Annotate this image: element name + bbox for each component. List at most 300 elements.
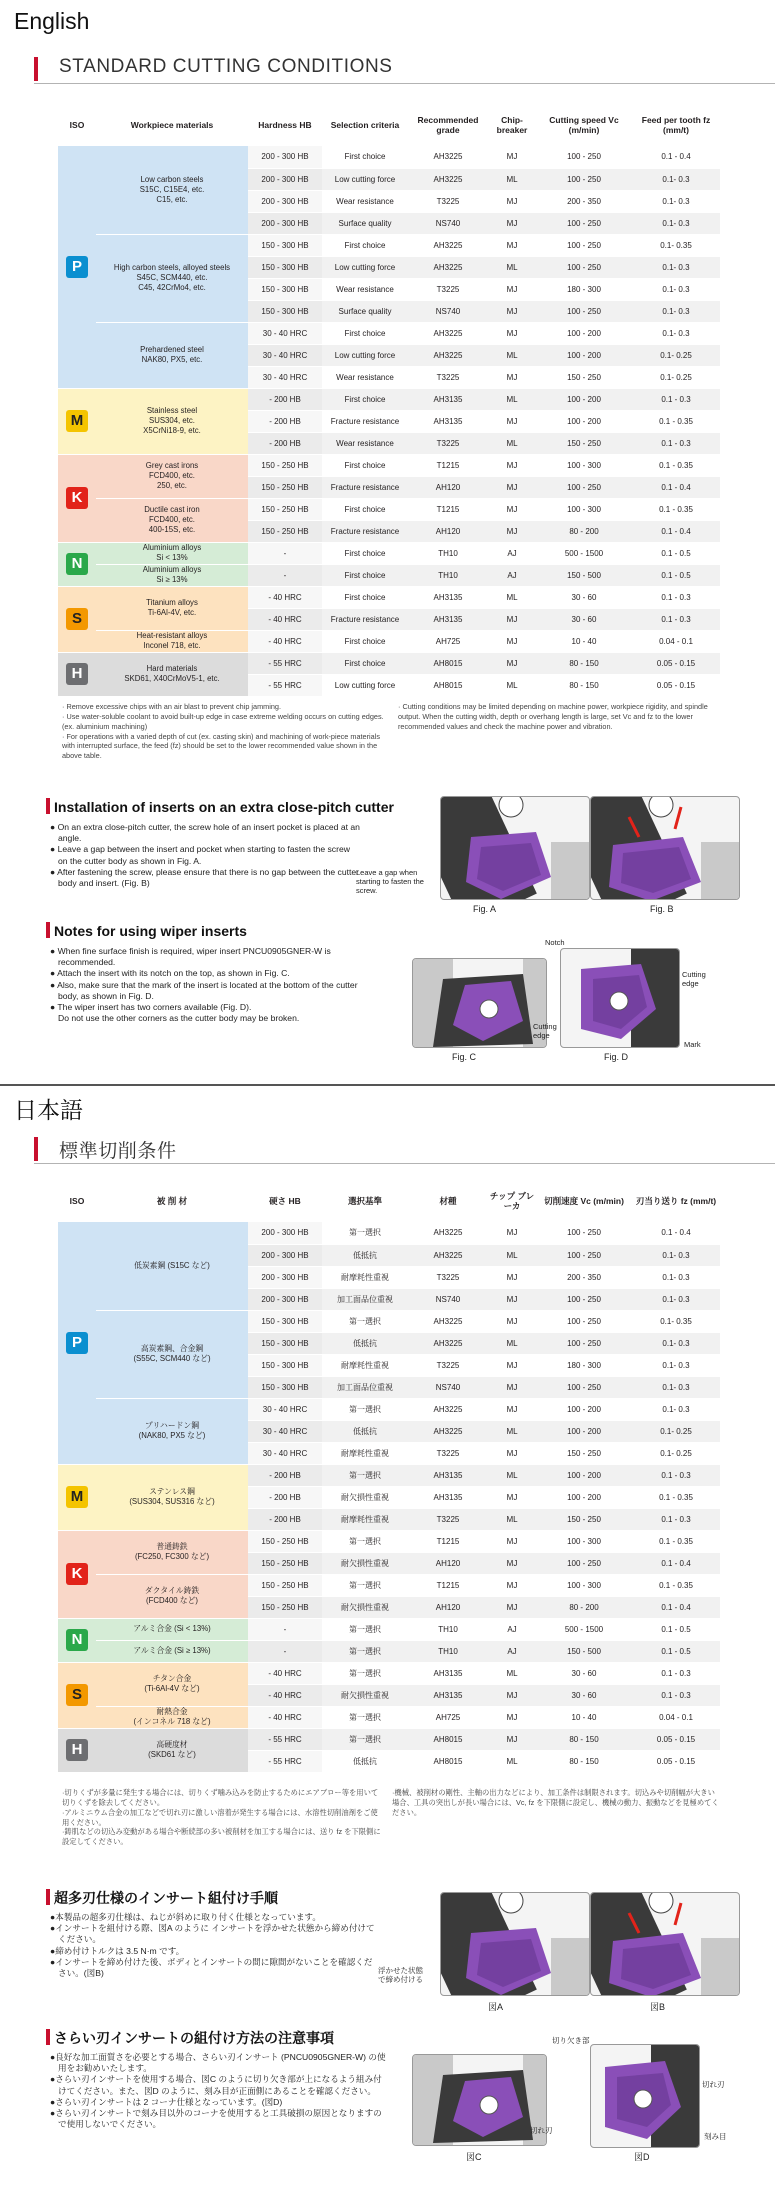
workpiece-material: Prehardened steel NAK80, PX5, etc. (96, 322, 248, 388)
feed-cell: 0.1 - 0.3 (632, 1508, 720, 1530)
column-header: チップ ブレーカ (488, 1182, 536, 1222)
column-header: Cutting speed Vc (m/min) (536, 106, 632, 146)
criteria-cell: Wear resistance (322, 190, 408, 212)
bullet-item: ●インサートを組付ける際、図A のように インサートを浮かせた状態から締め付けてください。 (50, 1923, 375, 1945)
iso-badge: H (58, 1728, 96, 1772)
grade-cell: AH3225 (408, 1310, 488, 1332)
feed-cell: 0.1 - 0.3 (632, 1464, 720, 1486)
cutting-speed-cell: 80 - 200 (536, 1596, 632, 1618)
criteria-cell: Surface quality (322, 212, 408, 234)
hardness-cell: 30 - 40 HRC (248, 1442, 322, 1464)
bullet-item: ●締め付けトルクは 3.5 N·m です。 (50, 1945, 185, 1956)
cutting-speed-cell: 100 - 250 (536, 212, 632, 234)
criteria-cell: 耐欠損性重視 (322, 1552, 408, 1574)
cutting-speed-cell: 150 - 500 (536, 564, 632, 586)
fig-a-caption-ja: 図A (488, 2002, 504, 2012)
cutting-speed-cell: 200 - 350 (536, 1266, 632, 1288)
table-row (58, 146, 720, 168)
fig-b-caption-en: Fig. B (650, 904, 674, 914)
hardness-cell: 200 - 300 HB (248, 146, 322, 168)
table-row (58, 498, 720, 520)
cutting-speed-cell: 100 - 250 (536, 168, 632, 190)
grade-cell: AH3225 (408, 256, 488, 278)
grade-cell: AH3225 (408, 344, 488, 366)
grade-cell: TH10 (408, 1618, 488, 1640)
criteria-cell: Low cutting force (322, 344, 408, 366)
table-row (58, 234, 720, 256)
hardness-cell: 150 - 300 HB (248, 1354, 322, 1376)
cutting-speed-cell: 80 - 150 (536, 1750, 632, 1772)
cutting-speed-cell: 100 - 200 (536, 344, 632, 366)
chipbreaker-cell: ML (488, 1508, 536, 1530)
criteria-cell: 低抵抗 (322, 1750, 408, 1772)
wiper-insert-notch-icon (413, 959, 547, 1048)
table-row (58, 652, 720, 674)
criteria-cell: Wear resistance (322, 278, 408, 300)
grade-cell: AH8015 (408, 674, 488, 696)
bullet-item: ●さらい刃インサートを使用する場合、図C のように切り欠き部が上になるよう組み付けてください。また、図D のように、刻み目が正面側にあることを確認ください。 (50, 2074, 382, 2096)
grade-cell: AH8015 (408, 1728, 488, 1750)
chipbreaker-cell: MJ (488, 300, 536, 322)
hardness-cell: 200 - 300 HB (248, 1288, 322, 1310)
column-header: Chip-breaker (488, 106, 536, 146)
workpiece-material: Stainless steel SUS304, etc. X5CrNi18-9, etc. (96, 388, 248, 454)
criteria-cell: 加工面品位重視 (322, 1376, 408, 1398)
fig-b-caption-ja: 図B (650, 2002, 666, 2012)
cutting-speed-cell: 10 - 40 (536, 1706, 632, 1728)
criteria-cell: 第一選択 (322, 1574, 408, 1596)
grade-cell: T3225 (408, 278, 488, 300)
cutting-speed-cell: 100 - 300 (536, 1574, 632, 1596)
fig-d-caption-ja: 図D (634, 2152, 650, 2162)
column-header: ISO (58, 1182, 96, 1222)
language-label-en: English (14, 8, 90, 34)
chipbreaker-cell: AJ (488, 542, 536, 564)
hardness-cell: - (248, 564, 322, 586)
iso-badge: K (58, 1530, 96, 1618)
iso-badge: N (58, 542, 96, 586)
feed-cell: 0.1 - 0.4 (632, 1552, 720, 1574)
column-header: 材種 (408, 1182, 488, 1222)
table-row (58, 630, 720, 652)
cutting-speed-cell: 100 - 200 (536, 322, 632, 344)
grade-cell: AH725 (408, 630, 488, 652)
criteria-cell: 第一選択 (322, 1530, 408, 1552)
grade-cell: T1215 (408, 454, 488, 476)
criteria-cell: Low cutting force (322, 168, 408, 190)
chipbreaker-cell: MJ (488, 1728, 536, 1750)
insert-fastened-icon (591, 797, 740, 900)
hardness-cell: 150 - 300 HB (248, 1310, 322, 1332)
cutting-speed-cell: 100 - 250 (536, 1244, 632, 1266)
notes-right-en: · Cutting conditions may be limited depending on machine power, workpiece rigidity, and spindle output. When the cutting width, depth or overhang length is large, set Vc and fz to the lower recommended values and check the machine power and vibration. (398, 702, 708, 731)
grade-cell: T3225 (408, 1266, 488, 1288)
title-accent-bar-ja (34, 1137, 38, 1161)
criteria-cell: First choice (322, 454, 408, 476)
hardness-cell: 200 - 300 HB (248, 1222, 322, 1244)
cutting-speed-cell: 100 - 300 (536, 1530, 632, 1552)
feed-cell: 0.05 - 0.15 (632, 1728, 720, 1750)
grade-cell: AH3135 (408, 1684, 488, 1706)
feed-cell: 0.1- 0.3 (632, 1376, 720, 1398)
cutting-speed-cell: 100 - 250 (536, 300, 632, 322)
chipbreaker-cell: MJ (488, 1266, 536, 1288)
feed-cell: 0.1- 0.3 (632, 322, 720, 344)
grade-cell: T1215 (408, 1574, 488, 1596)
bullet-item: ●本製品の超多刃仕様は、ねじが斜めに取り付く仕様となっています。 (50, 1912, 321, 1922)
cutting-speed-cell: 180 - 300 (536, 1354, 632, 1376)
grade-cell: AH3225 (408, 234, 488, 256)
feed-cell: 0.05 - 0.15 (632, 1750, 720, 1772)
chipbreaker-cell: MJ (488, 630, 536, 652)
chipbreaker-cell: MJ (488, 454, 536, 476)
gap-label-en: Leave a gap when starting to fasten the screw. (356, 868, 424, 895)
chipbreaker-cell: MJ (488, 410, 536, 432)
table-row (58, 1398, 720, 1420)
cutting-speed-cell: 80 - 200 (536, 520, 632, 542)
workpiece-material: Ductile cast iron FCD400, etc. 400-15S, etc. (96, 498, 248, 542)
feed-cell: 0.1 - 0.35 (632, 498, 720, 520)
cutting-edge-label-2-ja: 切れ刃 (530, 2126, 553, 2135)
grade-cell: AH120 (408, 1596, 488, 1618)
cutting-speed-cell: 100 - 250 (536, 234, 632, 256)
page-title-ja (34, 1134, 775, 1164)
feed-cell: 0.1 - 0.4 (632, 476, 720, 498)
workpiece-material: Titanium alloys Ti-6Al-4V, etc. (96, 586, 248, 630)
notch-label-en: Notch (545, 938, 565, 947)
cutting-speed-cell: 100 - 200 (536, 1420, 632, 1442)
grade-cell: AH3135 (408, 586, 488, 608)
grade-cell: AH3225 (408, 1332, 488, 1354)
grade-cell: T3225 (408, 366, 488, 388)
grade-cell: AH3135 (408, 1464, 488, 1486)
chipbreaker-cell: MJ (488, 278, 536, 300)
chipbreaker-cell: MJ (488, 652, 536, 674)
hardness-cell: - 40 HRC (248, 1684, 322, 1706)
table-row (58, 1706, 720, 1728)
fig-a-caption-en: Fig. A (473, 904, 497, 914)
chipbreaker-cell: MJ (488, 520, 536, 542)
cutting-speed-cell: 100 - 250 (536, 1376, 632, 1398)
criteria-cell: 第一選択 (322, 1464, 408, 1486)
grade-cell: AH120 (408, 476, 488, 498)
cutting-speed-cell: 30 - 60 (536, 586, 632, 608)
criteria-cell: 耐摩耗性重視 (322, 1508, 408, 1530)
table-row (58, 564, 720, 586)
feed-cell: 0.1 - 0.3 (632, 432, 720, 454)
cutting-edge-label-en: Cutting edge (682, 970, 706, 988)
feed-cell: 0.1- 0.3 (632, 1332, 720, 1354)
wiper-list-en (50, 946, 360, 1024)
cutting-edge-label-ja: 切れ刃 (702, 2080, 725, 2089)
column-header: 被 削 材 (96, 1182, 248, 1222)
grade-cell: T1215 (408, 1530, 488, 1552)
bullet-item: ● Also, make sure that the mark of the insert is located at the bottom of the cutter body, as shown in Fig. D. (50, 979, 358, 1001)
hardness-cell: 150 - 250 HB (248, 476, 322, 498)
cutting-conditions-table-ja (58, 1182, 720, 1773)
title-text-ja: 標準切削条件 (59, 1141, 177, 1162)
grade-cell: NS740 (408, 1376, 488, 1398)
feed-cell: 0.1- 0.3 (632, 278, 720, 300)
cutting-speed-cell: 500 - 1500 (536, 1618, 632, 1640)
criteria-cell: Wear resistance (322, 366, 408, 388)
figure-b-ja (590, 1892, 740, 1996)
hardness-cell: - 200 HB (248, 410, 322, 432)
cutting-speed-cell: 100 - 300 (536, 454, 632, 476)
cutting-speed-cell: 80 - 150 (536, 652, 632, 674)
grade-cell: T3225 (408, 1442, 488, 1464)
grade-cell: T3225 (408, 432, 488, 454)
criteria-cell: First choice (322, 234, 408, 256)
hardness-cell: - 200 HB (248, 1464, 322, 1486)
grade-cell: AH3225 (408, 168, 488, 190)
table-header-row (58, 106, 720, 146)
criteria-cell: First choice (322, 322, 408, 344)
hardness-cell: - 55 HRC (248, 1728, 322, 1750)
table-row (58, 1662, 720, 1684)
cutting-speed-cell: 30 - 60 (536, 1662, 632, 1684)
hardness-cell: 150 - 250 HB (248, 1574, 322, 1596)
chipbreaker-cell: MJ (488, 212, 536, 234)
hardness-cell: 150 - 300 HB (248, 256, 322, 278)
feed-cell: 0.1- 0.3 (632, 1244, 720, 1266)
criteria-cell: 低抵抗 (322, 1420, 408, 1442)
install-list-ja (50, 1912, 380, 1979)
chipbreaker-cell: MJ (488, 366, 536, 388)
iso-badge: P (58, 146, 96, 388)
cutting-speed-cell: 100 - 200 (536, 388, 632, 410)
feed-cell: 0.1- 0.3 (632, 1398, 720, 1420)
chipbreaker-cell: ML (488, 1244, 536, 1266)
insert-gap-icon (441, 797, 590, 900)
cutting-speed-cell: 100 - 250 (536, 1288, 632, 1310)
criteria-cell: 低抵抗 (322, 1332, 408, 1354)
criteria-cell: First choice (322, 388, 408, 410)
iso-badge: K (58, 454, 96, 542)
install-list-en (50, 822, 360, 889)
cutting-speed-cell: 200 - 350 (536, 190, 632, 212)
feed-cell: 0.1 - 0.3 (632, 1662, 720, 1684)
grade-cell: AH8015 (408, 1750, 488, 1772)
column-header: Recommended grade (408, 106, 488, 146)
feed-cell: 0.1 - 0.4 (632, 1596, 720, 1618)
grade-cell: AH3225 (408, 146, 488, 168)
feed-cell: 0.1- 0.25 (632, 344, 720, 366)
hardness-cell: 30 - 40 HRC (248, 1420, 322, 1442)
grade-cell: T3225 (408, 1354, 488, 1376)
chipbreaker-cell: ML (488, 344, 536, 366)
bullet-item: ● When fine surface finish is required, wiper insert PNCU0905GNER-W is recommended. (50, 946, 331, 968)
workpiece-material: Hard materials SKD61, X40CrMoV5-1, etc. (96, 652, 248, 696)
feed-cell: 0.1- 0.3 (632, 212, 720, 234)
figure-d-ja (590, 2044, 700, 2148)
iso-badge: P (58, 1222, 96, 1464)
grade-cell: AH3135 (408, 608, 488, 630)
table-row (58, 1618, 720, 1640)
table-row (58, 454, 720, 476)
bullet-item: ● On an extra close-pitch cutter, the screw hole of an insert pocket is placed at an angle. (50, 822, 360, 844)
feed-cell: 0.04 - 0.1 (632, 1706, 720, 1728)
feed-cell: 0.1- 0.35 (632, 1310, 720, 1332)
chipbreaker-cell: MJ (488, 1530, 536, 1552)
criteria-cell: First choice (322, 146, 408, 168)
japanese-section (0, 1086, 775, 2202)
cutting-speed-cell: 100 - 200 (536, 410, 632, 432)
hardness-cell: 30 - 40 HRC (248, 344, 322, 366)
column-header: Hardness HB (248, 106, 322, 146)
chipbreaker-cell: MJ (488, 1596, 536, 1618)
grade-cell: AH120 (408, 1552, 488, 1574)
hardness-cell: - 40 HRC (248, 608, 322, 630)
cutting-speed-cell: 100 - 250 (536, 1552, 632, 1574)
grade-cell: AH8015 (408, 652, 488, 674)
wiper-insert-mark-icon (561, 949, 680, 1048)
criteria-cell: 耐摩耗性重視 (322, 1354, 408, 1376)
cutting-edge-label-2-en: Cutting edge (533, 1022, 557, 1040)
table-row (58, 1728, 720, 1750)
criteria-cell: 第一選択 (322, 1640, 408, 1662)
cutting-speed-cell: 150 - 250 (536, 366, 632, 388)
notes-right-ja: ·機械、被削材の剛性、主軸の出力などにより、加工条件は制限されます。切込みや切削幅が大きい場合、工具の突出しが長い場合には、Vc, fz を下限側に設定し、機械の動力、振動などを見極めてください。 (392, 1788, 719, 1817)
workpiece-material: Heat-resistant alloys Inconel 718, etc. (96, 630, 248, 652)
criteria-cell: Surface quality (322, 300, 408, 322)
cutting-speed-cell: 80 - 150 (536, 674, 632, 696)
feed-cell: 0.05 - 0.15 (632, 652, 720, 674)
chipbreaker-cell: MJ (488, 1442, 536, 1464)
chipbreaker-cell: MJ (488, 1684, 536, 1706)
iso-badge: N (58, 1618, 96, 1662)
criteria-cell: 耐欠損性重視 (322, 1486, 408, 1508)
feed-cell: 0.1 - 0.5 (632, 1618, 720, 1640)
cutting-speed-cell: 100 - 250 (536, 1332, 632, 1354)
criteria-cell: Fracture resistance (322, 520, 408, 542)
workpiece-material: Grey cast irons FCD400, etc. 250, etc. (96, 454, 248, 498)
hardness-cell: 30 - 40 HRC (248, 1398, 322, 1420)
chipbreaker-cell: ML (488, 1332, 536, 1354)
criteria-cell: 耐欠損性重視 (322, 1684, 408, 1706)
bullet-item: ● Leave a gap between the insert and pocket when starting to fasten the screw on the cutter body as shown in Fig. A. (50, 844, 350, 866)
hardness-cell: - 55 HRC (248, 1750, 322, 1772)
chipbreaker-cell: MJ (488, 190, 536, 212)
feed-cell: 0.1- 0.3 (632, 168, 720, 190)
hardness-cell: 150 - 300 HB (248, 300, 322, 322)
feed-cell: 0.1- 0.25 (632, 366, 720, 388)
wiper-list-ja (50, 2052, 390, 2130)
criteria-cell: First choice (322, 564, 408, 586)
title-text-en: STANDARD CUTTING CONDITIONS (59, 56, 393, 77)
bullet-item: ● Attach the insert with its notch on the top, as shown in Fig. C. (50, 968, 290, 979)
column-header: 刃当り送り fz (mm/t) (632, 1182, 720, 1222)
chipbreaker-cell: ML (488, 256, 536, 278)
grade-cell: AH3135 (408, 1486, 488, 1508)
feed-cell: 0.1 - 0.5 (632, 1640, 720, 1662)
feed-cell: 0.1- 0.35 (632, 234, 720, 256)
hardness-cell: 150 - 250 HB (248, 498, 322, 520)
wiper-insert-notch-icon-ja (413, 2055, 547, 2146)
hardness-cell: 200 - 300 HB (248, 212, 322, 234)
chipbreaker-cell: MJ (488, 1574, 536, 1596)
grade-cell: NS740 (408, 1288, 488, 1310)
feed-cell: 0.1- 0.3 (632, 190, 720, 212)
chipbreaker-cell: MJ (488, 608, 536, 630)
chipbreaker-cell: MJ (488, 1706, 536, 1728)
column-header: Feed per tooth fz (mm/t) (632, 106, 720, 146)
chipbreaker-cell: ML (488, 1464, 536, 1486)
hardness-cell: - 55 HRC (248, 674, 322, 696)
cutting-speed-cell: 100 - 200 (536, 1398, 632, 1420)
hardness-cell: 200 - 300 HB (248, 1244, 322, 1266)
criteria-cell: 耐欠損性重視 (322, 1596, 408, 1618)
chipbreaker-cell: MJ (488, 476, 536, 498)
mark-label-ja: 刻み目 (704, 2132, 727, 2141)
feed-cell: 0.1 - 0.5 (632, 564, 720, 586)
cutting-speed-cell: 30 - 60 (536, 1684, 632, 1706)
criteria-cell: Fracture resistance (322, 476, 408, 498)
grade-cell: NS740 (408, 212, 488, 234)
feed-cell: 0.1- 0.25 (632, 1442, 720, 1464)
hardness-cell: 150 - 300 HB (248, 278, 322, 300)
grade-cell: AH3135 (408, 388, 488, 410)
table-row (58, 1530, 720, 1552)
criteria-cell: Low cutting force (322, 674, 408, 696)
chipbreaker-cell: ML (488, 168, 536, 190)
workpiece-material: アルミ合金 (Si < 13%) (96, 1618, 248, 1640)
cutting-speed-cell: 100 - 200 (536, 1464, 632, 1486)
workpiece-material: 高硬度材 (SKD61 など) (96, 1728, 248, 1772)
hardness-cell: - 200 HB (248, 1486, 322, 1508)
column-header: Workpiece materials (96, 106, 248, 146)
wiper-heading-ja: さらい刃インサートの組付け方法の注意事項 (46, 2028, 334, 2048)
table-row (58, 1222, 720, 1244)
hardness-cell: - 40 HRC (248, 1706, 322, 1728)
chipbreaker-cell: MJ (488, 1288, 536, 1310)
criteria-cell: 第一選択 (322, 1618, 408, 1640)
feed-cell: 0.1 - 0.3 (632, 388, 720, 410)
chipbreaker-cell: ML (488, 1420, 536, 1442)
hardness-cell: - 55 HRC (248, 652, 322, 674)
grade-cell: T3225 (408, 190, 488, 212)
feed-cell: 0.1 - 0.35 (632, 454, 720, 476)
hardness-cell: 200 - 300 HB (248, 1266, 322, 1288)
fig-c-caption-ja: 図C (466, 2152, 482, 2162)
grade-cell: AH3135 (408, 1662, 488, 1684)
cutting-speed-cell: 180 - 300 (536, 278, 632, 300)
mark-label-en: Mark (684, 1040, 701, 1049)
chipbreaker-cell: AJ (488, 1618, 536, 1640)
hardness-cell: - 200 HB (248, 388, 322, 410)
cutting-speed-cell: 10 - 40 (536, 630, 632, 652)
iso-badge: M (58, 388, 96, 454)
bullet-item: ● The wiper insert has two corners available (Fig. D). Do not use the other corners as the cutter body may be broken. (50, 1001, 300, 1024)
bullet-item: ● After fastening the screw, please ensure that there is no gap between the cutter body and insert. (Fig. B) (50, 866, 360, 888)
criteria-cell: 第一選択 (322, 1706, 408, 1728)
grade-cell: TH10 (408, 542, 488, 564)
table-row (58, 1640, 720, 1662)
table-row (58, 1464, 720, 1486)
feed-cell: 0.1 - 0.35 (632, 410, 720, 432)
criteria-cell: First choice (322, 652, 408, 674)
hardness-cell: - (248, 1640, 322, 1662)
criteria-cell: 加工面品位重視 (322, 1288, 408, 1310)
table-row (58, 1310, 720, 1332)
column-header: 硬さ HB (248, 1182, 322, 1222)
grade-cell: AH3135 (408, 410, 488, 432)
chipbreaker-cell: ML (488, 388, 536, 410)
hardness-cell: - (248, 542, 322, 564)
chipbreaker-cell: AJ (488, 1640, 536, 1662)
criteria-cell: 第一選択 (322, 1310, 408, 1332)
bullet-item: ●インサートを締め付けた後、ボディとインサートの間に隙間がないことを確認ください。(図B) (50, 1956, 373, 1978)
